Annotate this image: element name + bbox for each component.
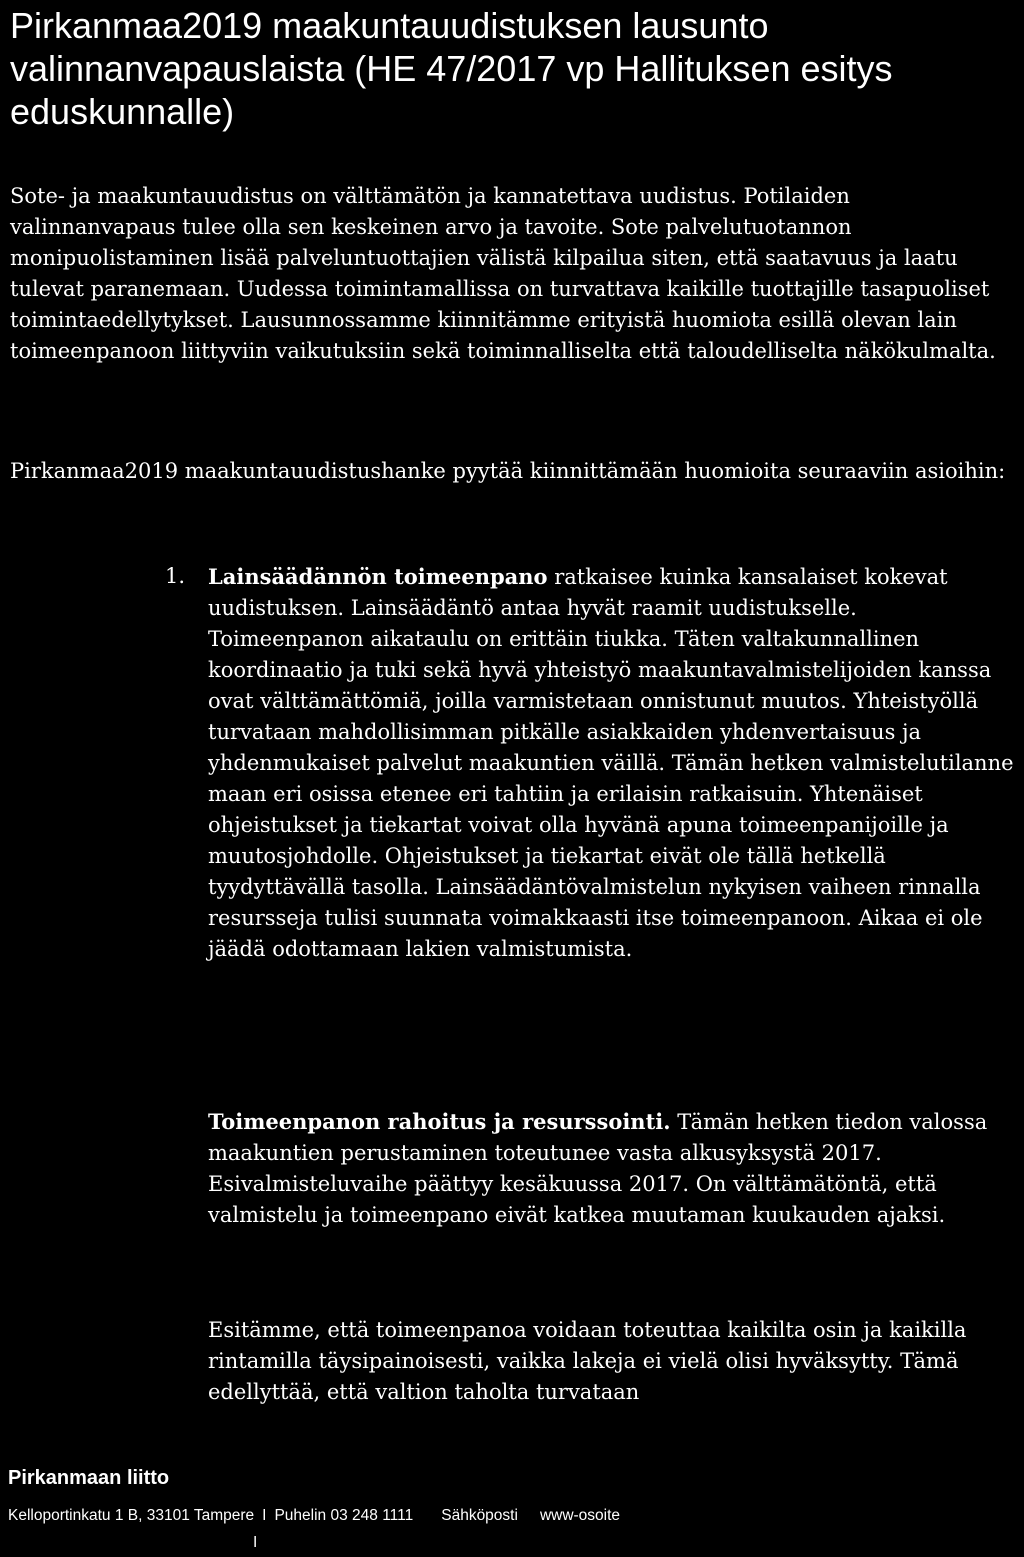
- funding-heading: Toimeenpanon rahoitus ja resurssointi.: [208, 1109, 671, 1134]
- list-item-text: [208, 561, 1018, 965]
- list-item-heading: Lainsäädännön toimeenpano: [208, 564, 548, 589]
- proposal-paragraph: Esitämme, että toimeenpanoa voidaan toteuttaa kaikilta osin ja kaikilla rintamilla täysipainoisesti, vaikka lakeja ei vielä olisi hyväksytty. Tämä edellyttää, että valtion taholta turvataan: [208, 1318, 967, 1404]
- intro-paragraph: Sote- ja maakuntauudistus on välttämätön ja kannatettava uudistus. Potilaiden valinnanvapaus tulee olla sen keskeinen arvo ja tavoite. Sote palvelutuotannon monipuolistaminen lisää palveluntuottajien välistä kilpailua siten, että saatavuus ja laatu tulevat paranemaan. Uudessa toimintamallissa on turvattava kaikille tuottajille tasapuoliset toimintaedellytykset. Lausunnossamme kiinnitämme erityistä huomiota esillä olevan lain toimeenpanoon liittyviin vaikutuksiin sekä toiminnalliselta että taloudelliselta näkökulmalta.: [10, 184, 996, 363]
- list-item-body: ratkaisee kuinka kansalaiset kokevat uudistuksen. Lainsäädäntö antaa hyvät raamit uudistukselle. Toimeenpanon aikataulu on erittäin tiukka. Täten valtakunnallinen koordinaatio ja tuki sekä hyvä yhteistyö maakuntavalmistelijoiden kanssa ovat välttämättömiä, joilla varmistetaan onnistunut muutos. Yhteistyöllä turvataan mahdollisimman pitkälle asiakkaiden yhdenvertaisuus ja yhdenmukaiset palvelut maakuntien väillä. Tämän hetken valmistelutilanne maan eri osissa etenee eri tahtiin ja erilaisin ratkaisuin. Yhtenäiset ohjeistukset ja tiekartat voivat olla hyvänä apuna toimeenpanijoille ja muutosjohdolle. Ohjeistukset ja tiekartat eivät ole tällä hetkellä tyydyttävällä tasolla. Lainsäädäntövalmistelun nykyisen vaiheen rinnalla resursseja tulisi suunnata voimakkaasti itse toimeenpanoon. Aikaa ei ole jäädä odottamaan lakien valmistumista.: [208, 565, 1014, 961]
- funding-body: Tämän hetken tiedon valossa maakuntien perustaminen toteutunee vasta alkusyksystä 2017. Esivalmisteluvaihe päättyy kesäkuussa 2017. On välttämätöntä, että valmistelu ja toimeenpano eivät katkea muutaman kuukauden ajaksi.: [208, 1110, 988, 1227]
- footer-email-label: Sähköposti: [441, 1507, 518, 1524]
- page-title: Pirkanmaa2019 maakuntauudistuksen lausunto valinnanvapauslaista (HE 47/2017 vp Hallituksen esitys eduskunnalle): [10, 5, 893, 132]
- footer-address: Kelloportinkatu 1 B, 33101 Tampere: [8, 1507, 255, 1524]
- footer-separator-2: I: [253, 1534, 258, 1551]
- list-item-number: 1.: [165, 564, 186, 588]
- footer-web-label: www-osoite: [539, 1507, 621, 1524]
- footer-org-name: Pirkanmaan liitto: [8, 1467, 170, 1489]
- footer-contact: [8, 1506, 1018, 1526]
- footer-separator: I: [262, 1507, 267, 1524]
- lead-paragraph: Pirkanmaa2019 maakuntauudistushanke pyytää kiinnittämään huomioita seuraaviin asioihin:: [10, 459, 1006, 483]
- funding-paragraph: [208, 1106, 1020, 1231]
- footer-phone: Puhelin 03 248 1111: [274, 1507, 414, 1524]
